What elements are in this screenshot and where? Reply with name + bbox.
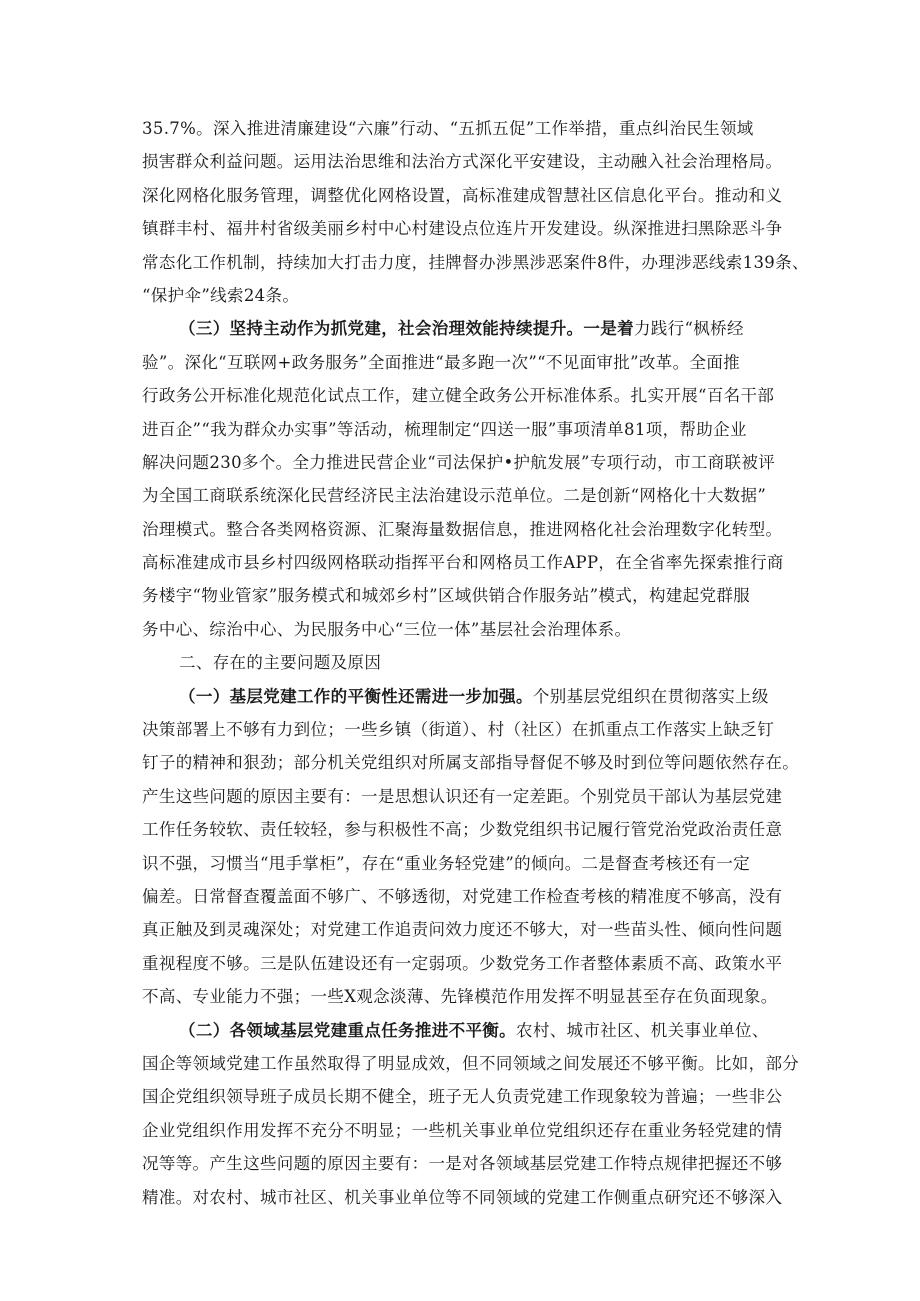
- text-line: 务楼宇“物业管家”服务模式和城郊乡村”区域供销合作服务站”模式，构建起党群服: [142, 586, 751, 606]
- text-line: 常态化工作机制，持续加大打击力度，挂牌督办涉黑涉恶案件8件，办理涉恶线索139条、: [142, 252, 809, 272]
- text-line: 解决问题230多个。全力推进民营企业“司法保护•护航发展”专项行动，市工商联被评: [142, 452, 776, 472]
- problem-two-first-line: [142, 1014, 802, 1047]
- paragraph-results-tail: [142, 112, 809, 312]
- text-line: 治理模式。整合各类网格资源、汇聚海量数据信息，推进网格化社会治理数字化转型。: [142, 519, 783, 539]
- text-line: 高标准建成市县乡村四级网格联动指挥平台和网格员工作APP，在全省率先探索推行商: [142, 553, 784, 573]
- text-line: 务中心、综治中心、为民服务中心“三位一体”基层社会治理体系。: [142, 619, 632, 639]
- text-line: 进百企”“我为群众办实事”等活动，梳理制定“四送一服”事项清单81项，帮助企业: [142, 419, 747, 439]
- paragraph-section-three: [142, 312, 802, 646]
- text-line: 精准。对农村、城市社区、机关事业单位等不同领域的党建工作侧重点研究还不够深入: [142, 1187, 783, 1207]
- text-line: 行政务公开标准化规范化试点工作，建立健全政务公开标准体系。扎实开展“百名干部: [142, 386, 775, 406]
- text-run: 力践行“枫桥经: [633, 319, 744, 339]
- text-line: 产生这些问题的原因主要有：一是思想认识还有一定差距。个别党员干部认为基层党建: [142, 786, 783, 806]
- text-line: 不高、专业能力不强；一些X观念淡薄、先锋模范作用发挥不明显甚至存在负面现象。: [142, 987, 778, 1007]
- text-line: 损害群众利益问题。运用法治思维和法治方式深化平安建设，主动融入社会治理格局。: [142, 152, 783, 172]
- text-line: 重视程度不够。三是队伍建设还有一定弱项。少数党务工作者整体素质不高、政策水平: [142, 953, 783, 973]
- problem-one-first-line: [142, 680, 802, 713]
- text-line: 识不强，习惯当“甩手掌柜”，存在“重业务轻党建”的倾向。二是督查考核还有一定: [142, 853, 751, 873]
- text-line: 国企党组织领导班子成员长期不健全，班子无人负责党建工作现象较为普遍；一些非公: [142, 1087, 783, 1107]
- section-three-first-line: [142, 312, 802, 345]
- text-line: 镇群丰村、福井村省级美丽乡村中心村建设点位连片开发建设。纵深推进扫黑除恶斗争: [142, 219, 783, 239]
- text-line: 偏差。日常督查覆盖面不够广、不够透彻，对党建工作检查考核的精准度不够高，没有: [142, 886, 783, 906]
- text-line: 企业党组织作用发挥不充分不明显；一些机关事业单位党组织还存在重业务轻党建的情: [142, 1120, 783, 1140]
- paragraph-problem-two: [142, 1014, 802, 1214]
- text-line: 验”。深化“互联网+政务服务”全面推进“最多跑一次”“不见面审批”改革。全面推: [142, 352, 741, 372]
- text-line: 决策部署上不够有力到位；一些乡镇（街道）、村（社区）在抓重点工作落实上缺乏钉: [142, 720, 775, 740]
- text-line: 真正触及到灵魂深处；对党建工作追责问效力度还不够大，对一些苗头性、倾向性问题: [142, 920, 783, 940]
- problem-two-heading: （二）各领域基层党建重点任务推进不平衡。: [179, 1020, 516, 1040]
- text-line: 深化网格化服务管理，调整优化网格设置，高标准建成智慧社区信息化平台。推动和义: [142, 185, 783, 205]
- text-line: 况等等。产生这些问题的原因主要有：一是对各领域基层党建工作特点规律把握还不够: [142, 1154, 783, 1174]
- document-page: [142, 112, 809, 1214]
- text-line: 国企等领域党建工作虽然取得了明显成效，但不同领域之间发展还不够平衡。比如，部分: [142, 1053, 800, 1073]
- text-line: 工作任务较软、责任较轻，参与积极性不高；少数党组织书记履行管党治党政治责任意: [142, 820, 783, 840]
- section-three-heading: （三）坚持主动作为抓党建，社会治理效能持续提升。一是着: [179, 319, 634, 339]
- text-line: 35.7%。深入推进清廉建设“六廉”行动、“五抓五促”工作举措，重点纠治民生领域: [142, 119, 754, 138]
- text-run: 个别基层党组织在贯彻落实上级: [532, 686, 769, 706]
- text-run: 农村、城市社区、机关事业单位、: [516, 1020, 769, 1040]
- section-heading-problems: 二、存在的主要问题及原因: [179, 653, 382, 673]
- paragraph-problem-one: [142, 680, 802, 1014]
- text-line: 钉子的精神和狠劲；部分机关党组织对所属支部指导督促不够及时到位等问题依然存在。: [142, 753, 800, 773]
- text-line: “保护伞”线索24条。: [142, 285, 300, 305]
- text-line: 为全国工商联系统深化民营经济民主法治建设示范单位。二是创新“网格化十大数据”: [142, 486, 767, 506]
- problem-one-heading: （一）基层党建工作的平衡性还需进一步加强。: [179, 686, 533, 706]
- paragraph-problems-heading: [142, 646, 802, 679]
